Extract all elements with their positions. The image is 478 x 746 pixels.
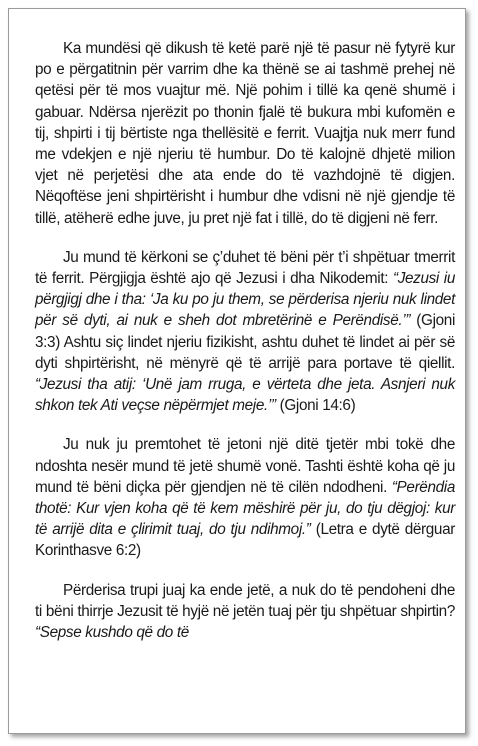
paragraph-2-text-b: (Gjoni 3:3) Ashtu siç lindet njeriu fizikisht, ashtu duhet të lindet ai për së dyti shpirtërisht, në mënyrë që të arrijë para portave të qiellit. — [35, 312, 455, 372]
body-text — [35, 38, 455, 661]
paragraph-4-text: Përderisa trupi juaj ka ende jetë, a nuk do të pendoheni dhe ti bëni thirrje Jezusit të hyjë në jetën tuaj për tju shpëtuar shpirtin? — [35, 581, 455, 620]
scripture-quote-john-3-3: “Jezusi iu përgjigj dhe i tha: ‘Ja ku po ju them, se përderisa njeriu nuk lindet për së dyti, ai nuk e sheh dot mbretërinë e Perëndisë.’” — [35, 270, 456, 330]
scripture-quote-john-14-6: “Jezusi tha atij: ‘Unë jam rruga, e vërteta dhe jeta. Asnjeri nuk shkon tek Ati veçse nëpërmjet meje.’” — [35, 376, 455, 415]
scripture-reference-2-corinthians-6-2: (Letra e dytë dërguar Korinthasve 6:2) — [35, 521, 455, 560]
paragraph-2 — [35, 247, 455, 417]
scripture-quote-continued: “Sepse kushdo që do të — [35, 624, 189, 642]
paragraph-3-text: Ju nuk ju premtohet të jetoni një ditë tjetër mbi tokë dhe ndoshta nesër mund të jetë shumë vonë. Tashti është koha që ju mund të bëni diçka për gjendjen në të cilën ndodheni. — [35, 436, 455, 496]
paragraph-4 — [35, 580, 455, 644]
paragraph-1 — [35, 38, 455, 229]
scripture-quote-2-corinthians-6-2: “Perëndia thotë: Kur vjen koha që të kem mëshirë për ju, do tju dëgjoj: kur të arrijë dita e çlirimit tuaj, do tju ndihmoj.” — [35, 478, 455, 539]
scripture-reference-john-14-6: (Gjoni 14:6) — [275, 397, 356, 415]
paragraph-2-text-a: Ju mund të kërkoni se ç’duhet të bëni për t’i shpëtuar tmerrit të ferrit. Përgjigja është ajo që Jezusi i dha Nikodemit: — [35, 248, 455, 288]
paragraph-3 — [35, 434, 455, 561]
paragraph-1-text: Ka mundësi që dikush të ketë parë një të pasur në fytyrë kur po e përgatitnin për varrim dhe ka thënë se ai tashmë prehej në qetësi për të mos vuajtur më. Një pohim i tillë ka qenë shumë i gabuar. Ndërsa njerëzit po thonin fjalë të bukura mbi kufomën e tij, shpirti i tij bërtiste nga thellësitë e ferrit. Vuajtja nuk merr fund me vdekjen e një njeriu të humbur. Do të kalojnë dhjetë milion vjet në perjetësi dhe ata ende do të vazhdojnë të digjen. Nëqoftëse jeni shpirtërisht i humbur dhe vdisni në një gjendje të tillë, atëherë edhe juve, ju pret një fat i tillë, do të digjeni në ferr. — [35, 40, 455, 227]
